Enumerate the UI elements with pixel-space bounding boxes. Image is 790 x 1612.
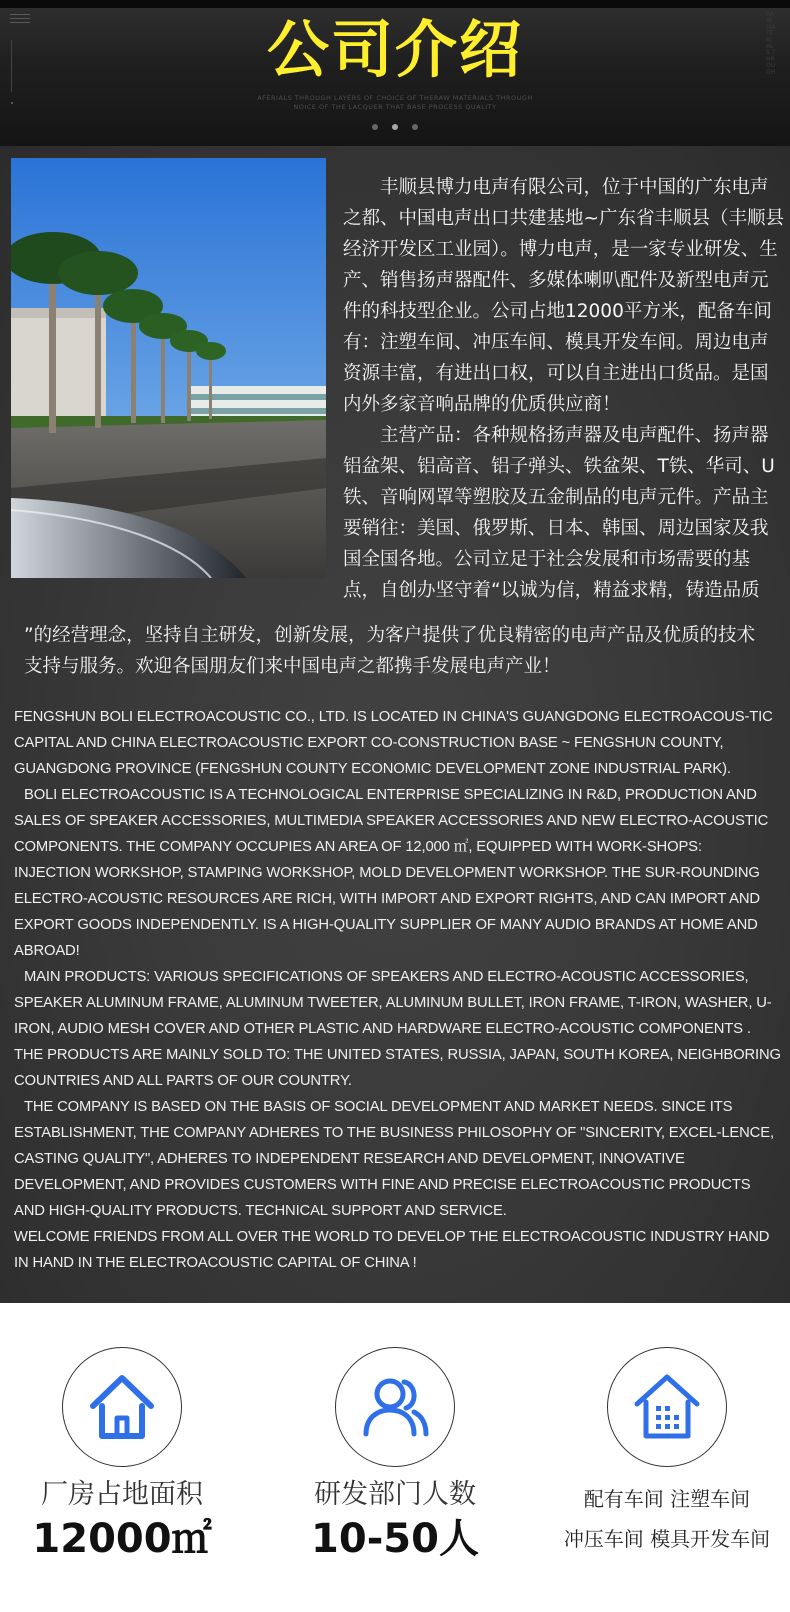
carousel-dot[interactable] [372,124,378,130]
intro-cn-paragraph-continued: ”的经营理念，坚持自主研发，创新发展，为客户提供了优良精密的电声产品及优质的技术支持与服务。欢迎各国朋友们来中国电声之都携手发展电声产业！ [24,625,756,677]
intro-cn-paragraph: 丰顺县博力电声有限公司，位于中国的广东电声之都、中国电声出口共建基地~广东省丰顺县（丰顺县经济开发区工业园）。博力电声，是一家专业研发、生产、销售扬声器配件、多媒体喇叭配件及新型电声元件的科技型企业。公司占地12000平方米，配备车间有：注塑车间、冲压车间、模具开发车间。周边电声资源丰富，有进出口权，可以自主进出口货品。是国内外多家音响品牌的优质供应商！ [343,177,785,415]
carousel-dot[interactable] [412,124,418,130]
intro-cn-text [343,172,785,606]
factory-photo [11,158,326,578]
intro-en-paragraph: WELCOME FRIENDS FROM ALL OVER THE WORLD TO DEVELOP THE ELECTROACOUSTIC INDUSTRY HAND IN HAND IN THE ELECTROACOUSTIC CAPITAL OF CHINA ! [14,1229,770,1271]
stat-rd-staff [280,1347,510,1565]
header-subtitle: AFERIALS THROUGH LAYERS OF CHOICE OF THERAW MATERIALS THROUGH NOICE OF THE LACQUER THAT BASE PROCESS QUALITY [257,94,533,111]
carousel-dots [0,124,790,130]
stat-workshops-line: 冲压车间 模具开发车间 [563,1527,771,1551]
users-icon [360,1372,430,1442]
intro-en-paragraph: THE COMPANY IS BASED ON THE BASIS OF SOCIAL DEVELOPMENT AND MARKET NEEDS. SINCE ITS ESTABLISHMENT, THE COMPANY ADHERES TO THE BUSINESS PHILOSOPHY OF "SINCERITY, EXCEL-LENCE, CASTING QUALITY", ADHERES TO INDEPENDENT RESEARCH AND DEVELOPMENT, INNOVATIVE DEVELOPMENT, AND PROVIDES CUSTOMERS WITH FINE AND PRECISE ELECTROACOUSTIC PRODUCTS AND HIGH-QUALITY PRODUCTS. TECHNICAL SUPPORT AND SERVICE. [14,1099,774,1219]
intro-en-paragraph: FENGSHUN BOLI ELECTROACOUSTIC CO., LTD. IS LOCATED IN CHINA'S GUANGDONG ELECTROACOUS-TIC CAPITAL AND CHINA ELECTROACOUSTIC EXPORT CO-CONSTRUCTION BASE ~ FENGSHUN COUNTY, GUANGDONG PROVINCE (FENGSHUN COUNTY ECONOMIC DEVELOPMENT ZONE INDUSTRIAL PARK). [14,709,773,777]
stat-workshops [552,1347,782,1559]
stat-value: 12000㎡ [32,1516,212,1562]
stat-label: 厂房占地面积 [41,1479,203,1510]
intro-section [0,146,790,1303]
header-banner [0,0,790,146]
stat-value: 10-50人 [311,1516,479,1562]
stat-icon-circle [62,1347,182,1467]
intro-cn-paragraph: 主营产品：各种规格扬声器及电声配件、扬声器铝盆架、铝高音、铝子弹头、铁盆架、T铁、华司、U铁、音响网罩等塑胶及五金制品的电声元件。产品主要销往：美国、俄罗斯、日本、韩国、周边国家及我国全国各地。公司立足于社会发展和市场需要的基点，自创办坚守着“以诚为信，精益求精，铸造品质 [343,425,775,601]
intro-en-text [14,704,782,1276]
building-icon [632,1372,702,1442]
intro-en-paragraph: MAIN PRODUCTS: VARIOUS SPECIFICATIONS OF SPEAKERS AND ELECTRO-ACOUSTIC ACCESSORIES, SPEAKER ALUMINUM FRAME, ALUMINUM TWEETER, ALUMINUM BULLET, IRON FRAME, T-IRON, WASHER, U-IRON, AUDIO MESH COVER AND OTHER PLASTIC AND HARDWARE ELECTRO-ACOUSTIC COMPONENTS . THE PRODUCTS ARE MAINLY SOLD TO: THE UNITED STATES, RUSSIA, JAPAN, SOUTH KOREA, NEIGHBORING COUNTRIES AND ALL PARTS OF OUR COUNTRY. [14,969,781,1089]
stat-workshops-line: 配有车间 注塑车间 [583,1487,751,1511]
stat-icon-circle [607,1347,727,1467]
stat-factory-area [7,1347,237,1565]
side-vertical-text: RAW MATERIALS THROUGH [766,11,776,76]
page-title: 公司介绍 [266,13,523,86]
carousel-dot-active[interactable] [392,124,398,130]
stat-icon-circle [335,1347,455,1467]
stat-label: 研发部门人数 [314,1479,476,1510]
house-icon [87,1372,157,1442]
intro-en-paragraph: BOLI ELECTROACOUSTIC IS A TECHNOLOGICAL ENTERPRISE SPECIALIZING IN R&D, PRODUCTION AND SALES OF SPEAKER ACCESSORIES, MULTIMEDIA SPEAKER ACCESSORIES AND NEW ELECTRO-ACOUSTIC COMPONENTS. THE COMPANY OCCUPIES AN AREA OF 12,000 ㎡, EQUIPPED WITH WORK-SHOPS: INJECTION WORKSHOP, STAMPING WORKSHOP, MOLD DEVELOPMENT WORKSHOP. THE SUR-ROUNDING ELECTRO-ACOUSTIC RESOURCES ARE RICH, WITH IMPORT AND EXPORT RIGHTS, AND CAN IMPORT AND EXPORT GOODS INDEPENDENTLY. IS A HIGH-QUALITY SUPPLIER OF MANY AUDIO BRANDS AT HOME AND ABROAD! [14,787,769,959]
